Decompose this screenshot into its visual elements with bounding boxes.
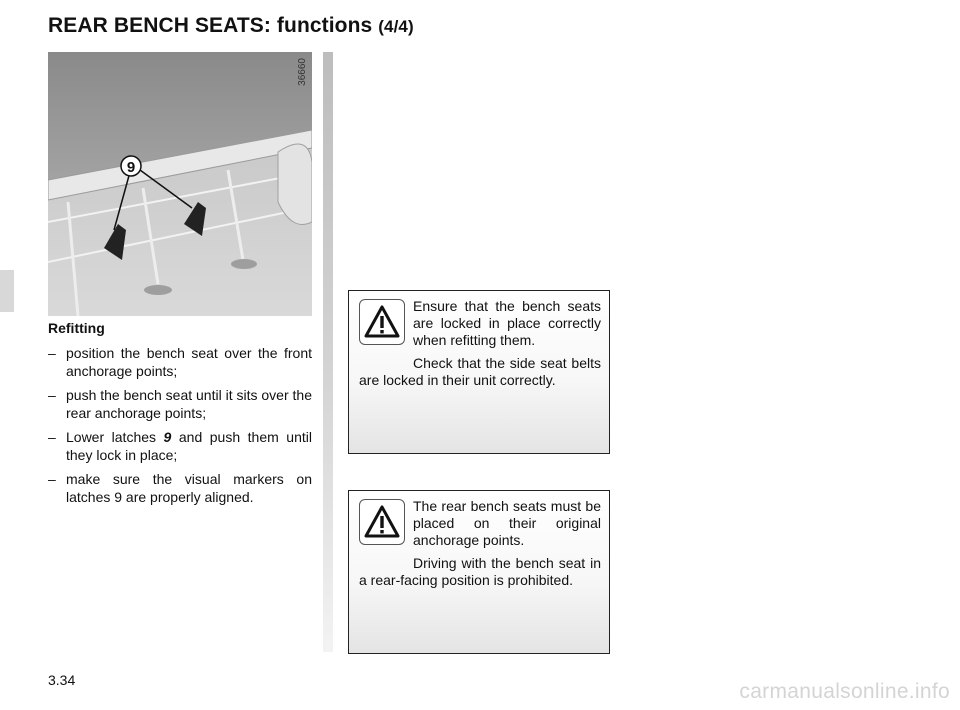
callout-label: 9 [126, 159, 136, 176]
page-title-suffix: (4/4) [378, 17, 414, 36]
step-text-end: and push them until they lock in place; [66, 429, 312, 463]
latch-reference: 9 [163, 429, 172, 445]
warning-triangle-icon [359, 499, 405, 545]
anchorage-drawing [48, 52, 312, 316]
refitting-heading: Refitting [48, 320, 105, 336]
warning-text-primary: Ensure that the bench seats are locked in place correctly when refitting them. [413, 298, 601, 348]
bench-seat-illustration [48, 52, 312, 316]
anchor-point-2 [231, 259, 257, 269]
chapter-side-tab [0, 270, 14, 312]
list-item [48, 429, 312, 464]
page-number: 3.34 [48, 672, 76, 688]
list-item [48, 345, 312, 380]
list-dash: – [48, 471, 56, 487]
list-dash: – [48, 387, 56, 403]
warning-text-primary: The rear bench seats must be placed on their original anchorage points. [413, 498, 601, 548]
warning-box-locking [348, 290, 610, 454]
page-title-text: REAR BENCH SEATS: functions [48, 14, 373, 37]
list-item [48, 387, 312, 422]
page-title [48, 14, 414, 38]
refitting-steps [48, 345, 312, 513]
site-watermark: carmanualsonline.info [739, 680, 950, 703]
column-divider [323, 52, 333, 652]
list-dash: – [48, 429, 56, 445]
warning-text-secondary: Driving with the bench seat in a rear-facing position is prohibited. [359, 555, 601, 588]
step-text-start: Lower latches [66, 429, 164, 445]
list-dash: – [48, 345, 56, 361]
warning-text-secondary: Check that the side seat belts are locked in their unit correctly. [359, 355, 601, 388]
step-text: make sure the visual markers on latches 9 are properly aligned. [66, 471, 312, 505]
list-item [48, 471, 312, 506]
warning-triangle-icon [359, 299, 405, 345]
step-text: position the bench seat over the front anchorage points; [66, 345, 312, 379]
anchor-point-1 [144, 285, 172, 295]
step-text: push the bench seat until it sits over the rear anchorage points; [66, 387, 312, 421]
figure-ref-code: 36660 [297, 58, 308, 86]
warning-box-orientation [348, 490, 610, 654]
